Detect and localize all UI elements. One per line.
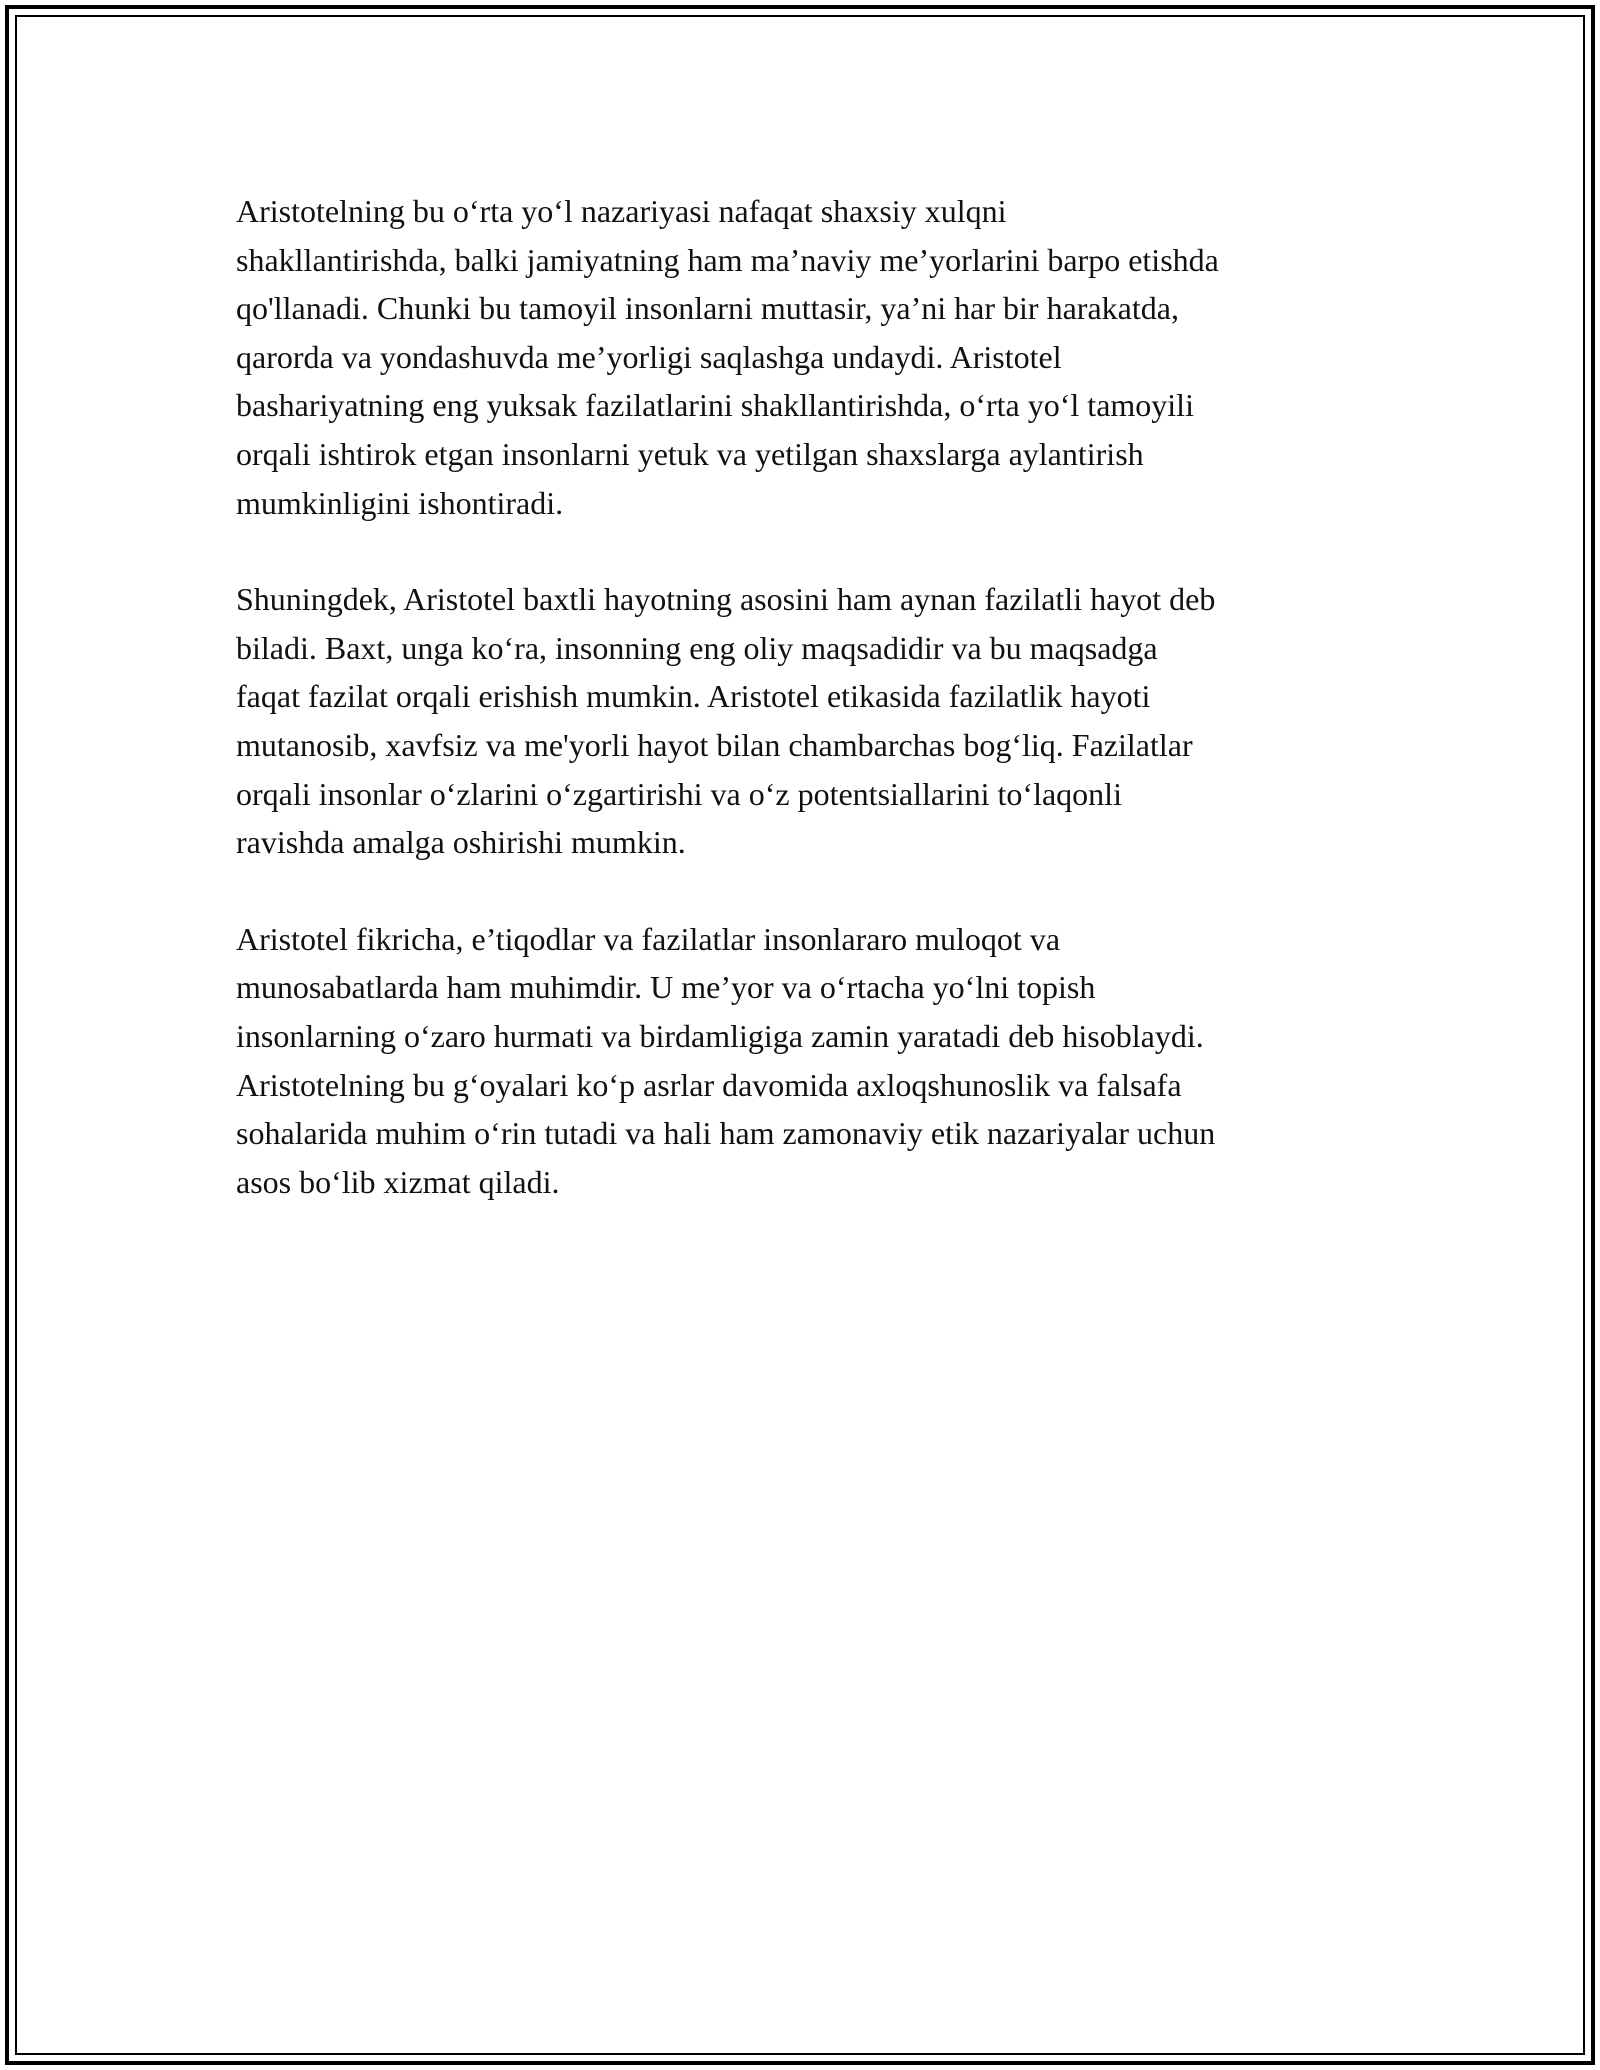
text-line: ravishda amalga oshirishi mumkin. — [236, 824, 686, 861]
text-line: orqali insonlar o‘zlarini o‘zgartirishi va o‘z potentsiallarini to‘laqonli — [236, 775, 1122, 812]
text-line: qo'llanadi. Chunki bu tamoyil insonlarni muttasir, ya’ni har bir harakatda, — [236, 290, 1179, 327]
text-line: Aristotelning bu o‘rta yo‘l nazariyasi nafaqat shaxsiy xulqni — [236, 193, 1007, 229]
text-line: Aristotelning bu g‘oyalari ko‘p asrlar davomida axloqshunoslik va falsafa — [236, 1066, 1182, 1103]
text-line: bashariyatning eng yuksak fazilatlarini shakllantirishda, o‘rta yo‘l tamoyili — [236, 387, 1194, 424]
text-line: insonlarning o‘zaro hurmati va birdamligiga zamin yaratadi deb hisoblaydi. — [236, 1017, 1204, 1054]
paragraph-3 — [236, 915, 1376, 1207]
document-body — [236, 187, 1376, 1254]
text-line: orqali ishtirok etgan insonlarni yetuk va yetilgan shaxslarga aylantirish — [236, 435, 1144, 472]
text-line: sohalarida muhim o‘rin tutadi va hali ham zamonaviy etik nazariyalar uchun — [236, 1115, 1216, 1152]
text-line: biladi. Baxt, unga ko‘ra, insonning eng oliy maqsadidir va bu maqsadga — [236, 629, 1158, 666]
text-line: Shuningdek, Aristotel baxtli hayotning asosini ham aynan fazilatli hayot deb — [236, 581, 1216, 618]
text-line: munosabatlarda ham muhimdir. U me’yor va o‘rtacha yo‘lni topish — [236, 969, 1096, 1006]
text-line: Aristotel fikricha, e’tiqodlar va fazilatlar insonlararo muloqot va — [236, 920, 1061, 957]
paragraph-1 — [236, 187, 1376, 527]
paragraph-2 — [236, 575, 1376, 867]
text-line: faqat fazilat orqali erishish mumkin. Aristotel etikasida fazilatlik hayoti — [236, 678, 1151, 715]
text-line: qarorda va yondashuvda me’yorligi saqlashga undaydi. Aristotel — [236, 338, 1062, 375]
text-line: mutanosib, xavfsiz va me'yorli hayot bilan chambarchas bog‘liq. Fazilatlar — [236, 726, 1193, 763]
text-line: shakllantirishda, balki jamiyatning ham ma’naviy me’yorlarini barpo etishda — [236, 241, 1219, 278]
text-line: mumkinligini ishontiradi. — [236, 484, 564, 521]
text-line: asos bo‘lib xizmat qiladi. — [236, 1163, 560, 1200]
